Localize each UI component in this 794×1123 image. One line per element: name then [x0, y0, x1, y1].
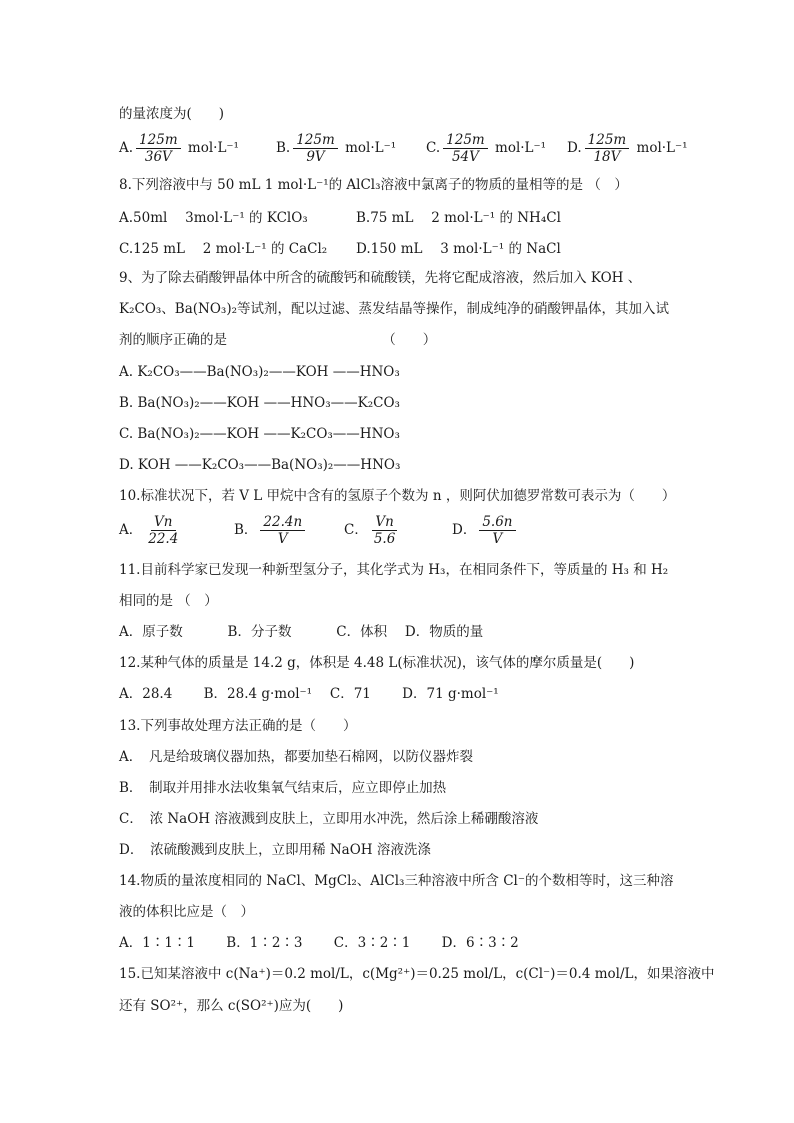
numerator: Vn [151, 514, 175, 531]
q10-option-d [452, 514, 519, 547]
fraction [145, 514, 181, 547]
q10-option-a [119, 514, 184, 547]
q7-option-b [276, 132, 396, 165]
q8-option-d: D.150 mL 3 mol·L⁻¹ 的 NaCl [356, 241, 561, 257]
unit: mol·L⁻¹ [636, 140, 688, 156]
option-label: B. [276, 140, 291, 156]
q7-option-c [426, 132, 546, 165]
q13-option-b: B． 制取并用排水法收集氧气结束后，应立即停止加热 [119, 780, 447, 796]
q14-stem-line1: 14.物质的量浓度相同的 NaCl、MgCl₂、AlCl₃三种溶液中所含 Cl⁻的个数相等时，这三种溶 [119, 873, 674, 889]
q13-stem: 13.下列事故处理方法正确的是（ ） [119, 718, 357, 734]
q11-options: A．原子数 B．分子数 C．体积 D．物质的量 [119, 624, 484, 640]
fraction [260, 514, 305, 547]
option-label: D. [567, 140, 582, 156]
numerator: 22.4n [260, 514, 305, 531]
q7-option-a [119, 132, 239, 165]
q9-option-a: A. K₂CO₃——Ba(NO₃)₂——KOH ——HNO₃ [119, 364, 400, 380]
denominator: 54V [451, 149, 479, 165]
option-label: B． [234, 522, 258, 538]
unit: mol·L⁻¹ [187, 140, 239, 156]
option-label: D． [452, 522, 477, 538]
denominator: 5.6 [373, 531, 396, 547]
fraction [585, 132, 630, 165]
q9-option-c: C. Ba(NO₃)₂——KOH ——K₂CO₃——HNO₃ [119, 426, 400, 442]
denominator: V [492, 531, 503, 547]
unit: mol·L⁻¹ [345, 140, 397, 156]
q11-stem-line2: 相同的是 （ ） [119, 593, 218, 609]
q12-stem: 12.某种气体的质量是 14.2 g，体积是 4.48 L(标准状况)，该气体的摩尔质量是( ) [119, 655, 635, 671]
q9-option-b: B. Ba(NO₃)₂——KOH ——HNO₃——K₂CO₃ [119, 395, 400, 411]
q8-stem: 8.下列溶液中与 50 mL 1 mol·L⁻¹的 AlCl₃溶液中氯离子的物质的量相等的是 （ ） [119, 177, 628, 193]
numerator: 5.6n [479, 514, 515, 531]
numerator: Vn [372, 514, 396, 531]
denominator: V [277, 531, 288, 547]
q10-option-b [234, 514, 308, 547]
denominator: 18V [593, 149, 621, 165]
q14-options: A．1∶1∶1 B．1∶2∶3 C．3∶2∶1 D．6∶3∶2 [119, 935, 519, 951]
q13-option-d: D． 浓硫酸溅到皮肤上，立即用稀 NaOH 溶液洗涤 [119, 842, 431, 858]
q7-option-d [567, 132, 688, 165]
numerator: 125m [443, 132, 488, 149]
q15-stem-line2: 还有 SO²⁺，那么 c(SO²⁺)应为( ) [119, 998, 344, 1014]
denominator: 9V [306, 149, 325, 165]
unit: mol·L⁻¹ [495, 140, 547, 156]
option-label: C. [426, 140, 441, 156]
numerator: 125m [293, 132, 338, 149]
q8-option-c: C.125 mL 2 mol·L⁻¹ 的 CaCl₂ [119, 241, 328, 257]
q13-option-c: C． 浓 NaOH 溶液溅到皮肤上，立即用水冲洗，然后涂上稀硼酸溶液 [119, 811, 539, 827]
q10-option-c [344, 514, 401, 547]
q8-option-a: A.50ml 3mol·L⁻¹ 的 KClO₃ [119, 210, 308, 226]
q9-stem-line2: K₂CO₃、Ba(NO₃)₂等试剂，配以过滤、蒸发结晶等操作，制成纯净的硝酸钾晶体，其加入试 [119, 301, 670, 317]
q9-option-d: D. KOH ——K₂CO₃——Ba(NO₃)₂——HNO₃ [119, 457, 401, 473]
q7-stem-tail: 的量浓度为( ) [119, 106, 225, 122]
fraction [479, 514, 515, 547]
q9-stem-line3: 剂的顺序正确的是 （ ） [119, 332, 437, 348]
numerator: 125m [136, 132, 181, 149]
option-label: C． [344, 522, 368, 538]
q12-options: A．28.4 B．28.4 g·mol⁻¹ C．71 D．71 g·mol⁻¹ [119, 686, 499, 702]
q15-stem-line1: 15.已知某溶液中 c(Na⁺)＝0.2 mol/L，c(Mg²⁺)＝0.25 mol/L，c(Cl⁻)＝0.4 mol/L，如果溶液中 [119, 966, 715, 982]
q8-option-b: B.75 mL 2 mol·L⁻¹ 的 NH₄Cl [356, 210, 561, 226]
denominator: 22.4 [148, 531, 179, 547]
q14-stem-line2: 液的体积比应是（ ） [119, 904, 254, 920]
numerator: 125m [585, 132, 630, 149]
fraction [371, 514, 398, 547]
q13-option-a: A． 凡是给玻璃仪器加热，都要加垫石棉网，以防仪器炸裂 [119, 749, 473, 765]
option-label: A. [119, 140, 134, 156]
q11-stem-line1: 11.目前科学家已发现一种新型氢分子，其化学式为 H₃，在相同条件下，等质量的 H₃ 和 H₂ [119, 562, 669, 578]
fraction [136, 132, 181, 165]
q10-stem: 10.标准状况下，若 V L 甲烷中含有的氢原子个数为 n ，则阿伏加德罗常数可表示为（ ） [119, 488, 676, 504]
fraction [293, 132, 338, 165]
q9-stem-line1: 9、为了除去硝酸钾晶体中所含的硫酸钙和硫酸镁，先将它配成溶液，然后加入 KOH 、 [119, 270, 642, 286]
fraction [443, 132, 488, 165]
denominator: 36V [144, 149, 172, 165]
option-label: A． [119, 522, 143, 538]
